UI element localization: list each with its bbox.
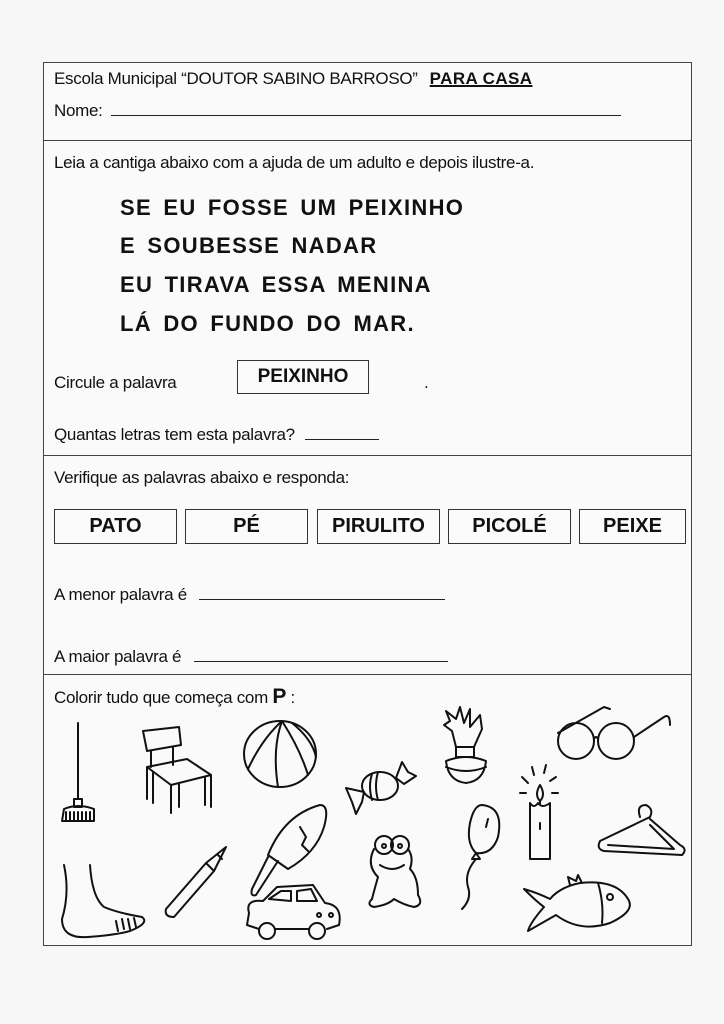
school-header <box>54 69 532 89</box>
name-answer-line[interactable] <box>111 114 621 116</box>
circle-word-box[interactable]: PEIXINHO <box>237 360 369 394</box>
chair-icon[interactable] <box>139 723 219 813</box>
letter-count-answer-line[interactable] <box>305 438 379 440</box>
divider <box>44 674 691 675</box>
smallest-word-answer-line[interactable] <box>199 598 445 600</box>
potted-plant-icon[interactable] <box>440 703 495 793</box>
largest-word-label: A maior palavra é <box>54 647 182 666</box>
word-box-peixe[interactable]: PEIXE <box>579 509 686 544</box>
poem-line-1: SE EU FOSSE UM PEIXINHO <box>120 195 465 220</box>
coloring-instruction-colon: : <box>290 688 295 707</box>
largest-word-answer-line[interactable] <box>194 660 448 662</box>
words-instruction: Verifique as palavras abaixo e responda: <box>54 468 350 487</box>
word-box-pirulito[interactable]: PIRULITO <box>317 509 440 544</box>
pencil-icon[interactable] <box>162 843 232 918</box>
candle-icon[interactable] <box>520 763 565 863</box>
word-box-picole[interactable]: PICOLÉ <box>448 509 571 544</box>
hanger-icon[interactable] <box>594 801 689 861</box>
car-icon[interactable] <box>239 883 349 945</box>
circle-label: Circule a palavra <box>54 373 177 392</box>
poem-line-3: EU TIRAVA ESSA MENINA <box>120 272 432 297</box>
balloon-icon[interactable] <box>452 803 507 913</box>
song-instruction: Leia a cantiga abaixo com a ajuda de um adulto e depois ilustre-a. <box>54 153 535 172</box>
fish-icon[interactable] <box>520 875 640 937</box>
coloring-instruction <box>54 685 295 709</box>
largest-word-row <box>54 647 448 667</box>
letter-count-question: Quantas letras tem esta palavra? <box>54 425 295 444</box>
glasses-icon[interactable] <box>552 703 672 763</box>
poem-line-4: LÁ DO FUNDO DO MAR. <box>120 311 415 336</box>
word-box-pato[interactable]: PATO <box>54 509 177 544</box>
name-label: Nome: <box>54 101 103 120</box>
worksheet <box>43 62 692 946</box>
coloring-letter: P <box>272 685 287 708</box>
smallest-word-label: A menor palavra é <box>54 585 187 604</box>
coloring-instruction-text: Colorir tudo que começa com <box>54 688 268 707</box>
name-row <box>54 101 621 121</box>
poem-line-2: E SOUBESSE NADAR <box>120 233 378 258</box>
letter-count-row <box>54 425 379 445</box>
ball-icon[interactable] <box>242 719 318 789</box>
candy-icon[interactable] <box>342 758 417 818</box>
smallest-word-row <box>54 585 445 605</box>
divider <box>44 455 691 456</box>
school-name: Escola Municipal “DOUTOR SABINO BARROSO” <box>54 69 418 88</box>
word-box-pe[interactable]: PÉ <box>185 509 308 544</box>
divider <box>44 140 691 141</box>
frog-icon[interactable] <box>364 833 434 911</box>
homework-tag: PARA CASA <box>429 69 533 88</box>
circle-period: . <box>424 373 429 392</box>
foot-icon[interactable] <box>58 863 148 943</box>
broom-icon[interactable] <box>56 721 106 826</box>
